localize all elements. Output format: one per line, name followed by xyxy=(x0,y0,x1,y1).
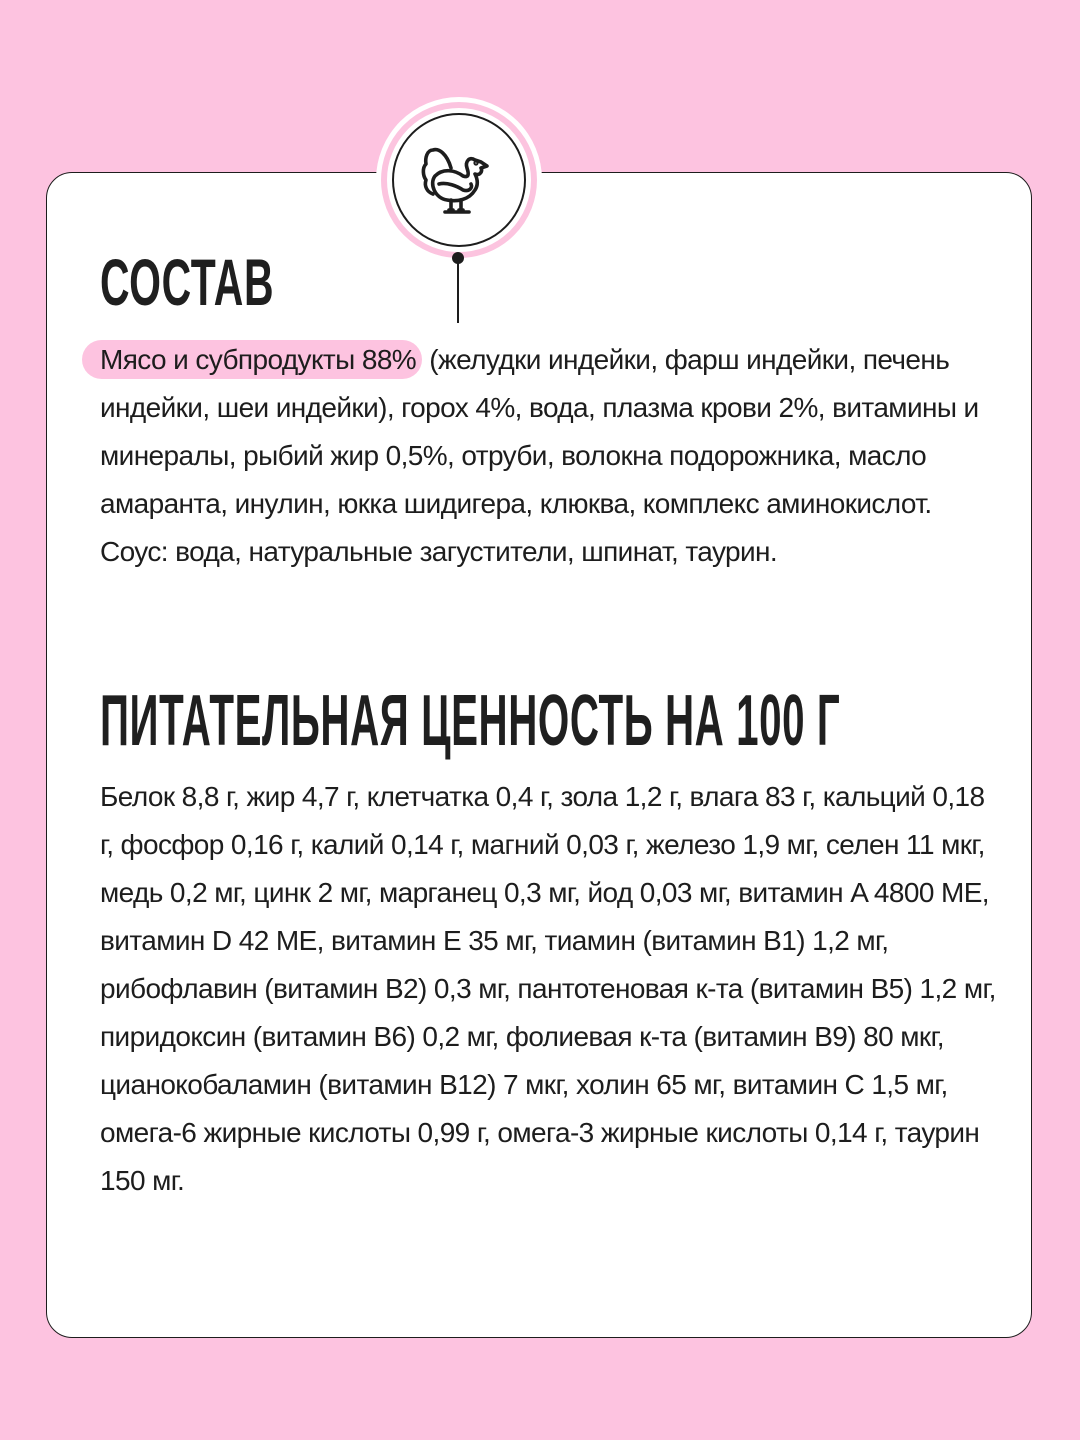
connector-line xyxy=(457,258,459,323)
composition-body: (желудки индейки, фарш индейки, печень индейки, шеи индейки), горох 4%, вода, плазма крови 2%, витамины и минералы, рыбий жир 0,5%, отруби, волокна подорожника, масло амаранта, инулин, юкка шидигера, клюква, комплекс аминокислот. Соус: вода, натуральные загустители, шпинат, таурин. xyxy=(100,344,979,567)
badge-circle xyxy=(392,113,526,247)
turkey-icon xyxy=(417,138,501,222)
main-ingredient-highlight: Мясо и субпродукты 88% xyxy=(82,340,422,379)
composition-title: СОСТАВ xyxy=(100,245,275,319)
nutrition-title: ПИТАТЕЛЬНАЯ ЦЕННОСТЬ НА 100 Г xyxy=(100,681,841,761)
nutrition-text: Белок 8,8 г, жир 4,7 г, клетчатка 0,4 г, зола 1,2 г, влага 83 г, кальций 0,18 г, фосфор 0,16 г, калий 0,14 г, магний 0,03 г, железо 1,9 мг, селен 11 мкг, медь 0,2 мг, цинк 2 мг, марганец 0,3 мг, йод 0,03 мг, витамин A 4800 МЕ, витамин D 42 МЕ, витамин E 35 мг, тиамин (витамин B1) 1,2 мг, рибофлавин (витамин B2) 0,3 мг, пантотеновая к-та (витамин B5) 1,2 мг, пиридоксин (витамин B6) 0,2 мг, фолиевая к-та (витамин B9) 80 мкг, цианокобаламин (витамин B12) 7 мкг, холин 65 мг, витамин C 1,5 мг, омега-6 жирные кислоты 0,99 г, омега-3 жирные кислоты 0,14 г, таурин 150 мг. xyxy=(100,781,996,1196)
composition-text xyxy=(100,336,1000,576)
